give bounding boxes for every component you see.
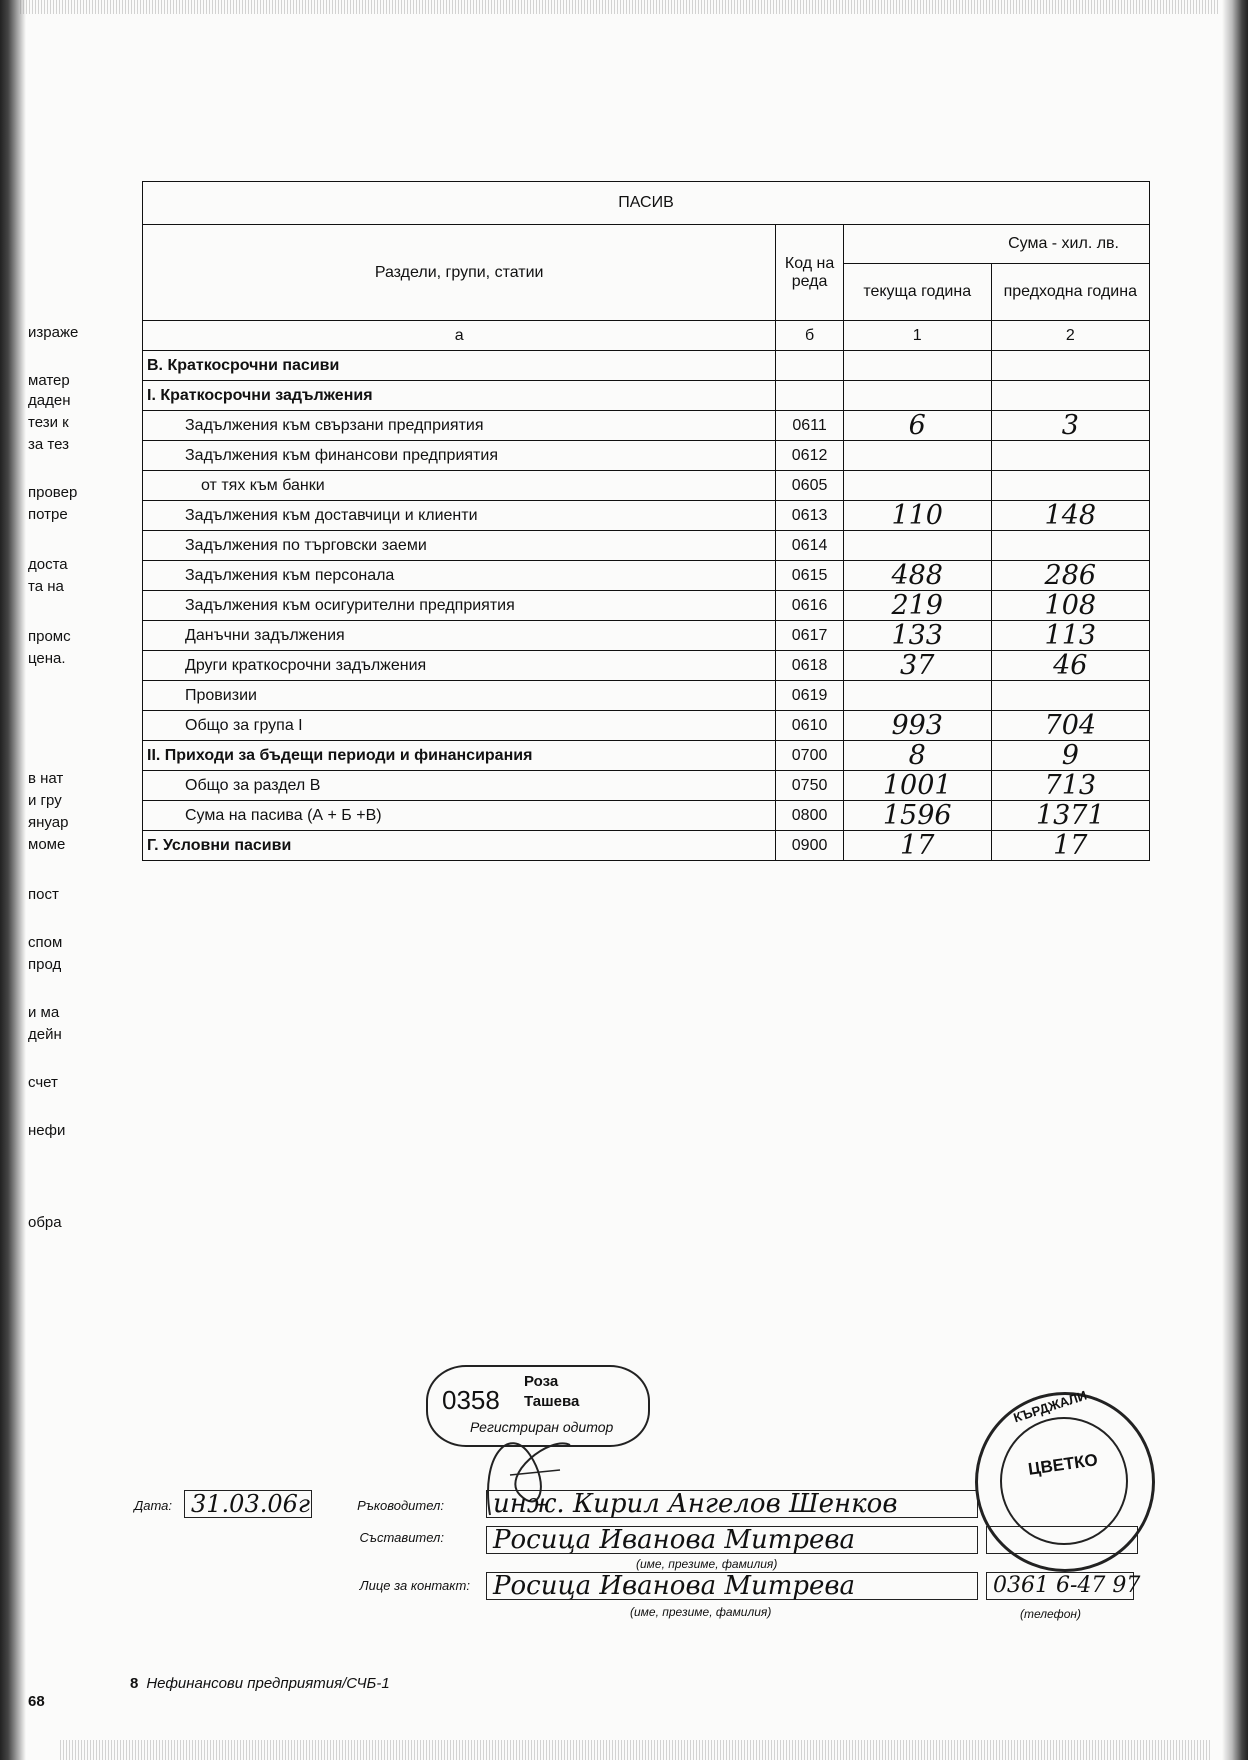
date-field: 31.03.06г bbox=[184, 1490, 312, 1518]
table-row bbox=[143, 621, 1150, 651]
row-name: Задължения по търговски заеми bbox=[143, 531, 776, 561]
row-code: 0700 bbox=[776, 741, 844, 771]
row-previous-value bbox=[991, 351, 1149, 381]
margin-word: януар bbox=[28, 814, 69, 831]
table-row bbox=[143, 351, 1150, 381]
table-row bbox=[143, 441, 1150, 471]
phone-caption: (телефон) bbox=[1020, 1607, 1082, 1621]
table-row bbox=[143, 531, 1150, 561]
column-header-name: Раздели, групи, статии bbox=[143, 225, 776, 321]
compiler-field: Росица Иванова Митрева bbox=[486, 1526, 978, 1554]
row-previous-value: 713 bbox=[991, 771, 1149, 801]
auditor-stamp-title: Регистриран одитор bbox=[470, 1419, 614, 1435]
row-current-value bbox=[843, 681, 991, 711]
margin-word: спом bbox=[28, 934, 63, 951]
row-name: Общо за група I bbox=[143, 711, 776, 741]
row-previous-value: 113 bbox=[991, 621, 1149, 651]
margin-word: в нат bbox=[28, 770, 64, 787]
row-previous-value bbox=[991, 681, 1149, 711]
row-current-value: 37 bbox=[843, 651, 991, 681]
margin-word: и гру bbox=[28, 792, 62, 809]
row-previous-value: 286 bbox=[991, 561, 1149, 591]
table-row bbox=[143, 381, 1150, 411]
contact-name-caption: (име, презиме, фамилия) bbox=[630, 1605, 772, 1619]
margin-page-number: 68 bbox=[28, 1693, 45, 1710]
row-name: I. Краткосрочни задължения bbox=[143, 381, 776, 411]
column-index: б bbox=[776, 321, 844, 351]
row-code: 0611 bbox=[776, 411, 844, 441]
row-name: Задължения към свързани предприятия bbox=[143, 411, 776, 441]
scan-left-edge bbox=[0, 0, 26, 1760]
row-current-value bbox=[843, 531, 991, 561]
liabilities-table bbox=[142, 181, 1150, 861]
footer-page-number: 8 bbox=[130, 1675, 139, 1692]
table-title: ПАСИВ bbox=[143, 182, 1150, 225]
row-code: 0610 bbox=[776, 711, 844, 741]
row-name: Сума на пасива (А + Б +В) bbox=[143, 801, 776, 831]
manager-label: Ръководител: bbox=[357, 1498, 444, 1513]
margin-word: даден bbox=[28, 392, 71, 409]
auditor-stamp-first-name: Роза bbox=[524, 1373, 559, 1390]
row-previous-value: 3 bbox=[991, 411, 1149, 441]
row-name: Данъчни задължения bbox=[143, 621, 776, 651]
row-current-value bbox=[843, 381, 991, 411]
table-row bbox=[143, 711, 1150, 741]
row-name: Г. Условни пасиви bbox=[143, 831, 776, 861]
table-row bbox=[143, 471, 1150, 501]
margin-word: дейн bbox=[28, 1026, 62, 1043]
row-code bbox=[776, 381, 844, 411]
column-index: а bbox=[143, 321, 776, 351]
scan-top-noise bbox=[20, 0, 1220, 14]
margin-word: нефи bbox=[28, 1122, 66, 1139]
table-row bbox=[143, 771, 1150, 801]
date-label: Дата: bbox=[134, 1498, 172, 1513]
column-header-code: Код на реда bbox=[776, 225, 844, 321]
margin-word: доста bbox=[28, 556, 68, 573]
phone-field: 0361 6-47 97 bbox=[986, 1572, 1134, 1600]
row-name: II. Приходи за бъдещи периоди и финансирания bbox=[143, 741, 776, 771]
column-header-current-year: текуща година bbox=[843, 264, 991, 321]
row-previous-value bbox=[991, 471, 1149, 501]
margin-word: промс bbox=[28, 628, 71, 645]
column-header-sum: Сума - хил. лв. bbox=[843, 225, 1149, 264]
page-footer bbox=[130, 1675, 390, 1692]
row-current-value: 219 bbox=[843, 591, 991, 621]
column-index: 1 bbox=[843, 321, 991, 351]
row-name: от тях към банки bbox=[143, 471, 776, 501]
row-name: Провизии bbox=[143, 681, 776, 711]
scan-right-edge bbox=[1222, 0, 1248, 1760]
row-current-value: 17 bbox=[843, 831, 991, 861]
row-code: 0619 bbox=[776, 681, 844, 711]
manager-field: инж. Кирил Ангелов Шенков bbox=[486, 1490, 978, 1518]
row-current-value bbox=[843, 351, 991, 381]
row-previous-value: 46 bbox=[991, 651, 1149, 681]
row-current-value: 993 bbox=[843, 711, 991, 741]
scan-bottom-noise bbox=[60, 1740, 1210, 1760]
row-code: 0605 bbox=[776, 471, 844, 501]
margin-word: матер bbox=[28, 372, 70, 389]
row-code: 0617 bbox=[776, 621, 844, 651]
row-code bbox=[776, 351, 844, 381]
margin-word: моме bbox=[28, 836, 66, 853]
company-stamp-center-text: ЦВЕТКО bbox=[1026, 1450, 1099, 1479]
column-header-previous-year: предходна година bbox=[991, 264, 1149, 321]
table-row bbox=[143, 831, 1150, 861]
row-previous-value bbox=[991, 441, 1149, 471]
row-current-value: 488 bbox=[843, 561, 991, 591]
margin-word: тези к bbox=[28, 414, 69, 431]
contact-label: Лице за контакт: bbox=[359, 1578, 470, 1593]
row-current-value bbox=[843, 441, 991, 471]
row-code: 0612 bbox=[776, 441, 844, 471]
margin-word: обра bbox=[28, 1214, 62, 1231]
margin-word: счет bbox=[28, 1074, 58, 1091]
row-current-value: 1001 bbox=[843, 771, 991, 801]
table-row bbox=[143, 681, 1150, 711]
row-previous-value: 704 bbox=[991, 711, 1149, 741]
column-index-row bbox=[143, 321, 1150, 351]
auditor-stamp-last-name: Ташева bbox=[524, 1393, 580, 1410]
row-name: Други краткосрочни задължения bbox=[143, 651, 776, 681]
row-name: В. Краткосрочни пасиви bbox=[143, 351, 776, 381]
table-row bbox=[143, 591, 1150, 621]
row-current-value: 133 bbox=[843, 621, 991, 651]
row-code: 0618 bbox=[776, 651, 844, 681]
row-name: Задължения към доставчици и клиенти bbox=[143, 501, 776, 531]
row-previous-value: 9 bbox=[991, 741, 1149, 771]
row-code: 0750 bbox=[776, 771, 844, 801]
row-current-value bbox=[843, 471, 991, 501]
margin-word: провер bbox=[28, 484, 78, 501]
row-current-value: 6 bbox=[843, 411, 991, 441]
footer-title: Нефинансови предприятия/СЧБ-1 bbox=[146, 1675, 390, 1692]
margin-word: за тез bbox=[28, 436, 69, 453]
row-current-value: 110 bbox=[843, 501, 991, 531]
margin-word: та на bbox=[28, 578, 64, 595]
margin-word: потре bbox=[28, 506, 68, 523]
row-code: 0616 bbox=[776, 591, 844, 621]
contact-field: Росица Иванова Митрева bbox=[486, 1572, 978, 1600]
row-previous-value bbox=[991, 381, 1149, 411]
auditor-stamp-number: 0358 bbox=[442, 1385, 500, 1415]
company-stamp-top-text: КЪРДЖАЛИ bbox=[1011, 1387, 1089, 1426]
row-code: 0614 bbox=[776, 531, 844, 561]
table-row bbox=[143, 561, 1150, 591]
table-row bbox=[143, 741, 1150, 771]
row-code: 0615 bbox=[776, 561, 844, 591]
row-name: Задължения към осигурителни предприятия bbox=[143, 591, 776, 621]
row-code: 0900 bbox=[776, 831, 844, 861]
row-previous-value: 17 bbox=[991, 831, 1149, 861]
row-name: Задължения към финансови предприятия bbox=[143, 441, 776, 471]
row-previous-value: 1371 bbox=[991, 801, 1149, 831]
compiler-signature-box bbox=[986, 1526, 1138, 1554]
margin-word: израже bbox=[28, 324, 79, 341]
margin-word: пост bbox=[28, 886, 59, 903]
row-previous-value bbox=[991, 531, 1149, 561]
row-current-value: 1596 bbox=[843, 801, 991, 831]
margin-bleed-text bbox=[28, 0, 88, 1760]
row-name: Задължения към персонала bbox=[143, 561, 776, 591]
compiler-label: Съставител: bbox=[359, 1530, 444, 1545]
row-previous-value: 148 bbox=[991, 501, 1149, 531]
margin-word: и ма bbox=[28, 1004, 60, 1021]
compiler-name-caption: (име, презиме, фамилия) bbox=[636, 1557, 778, 1571]
table-row bbox=[143, 651, 1150, 681]
row-previous-value: 108 bbox=[991, 591, 1149, 621]
row-code: 0613 bbox=[776, 501, 844, 531]
column-index: 2 bbox=[991, 321, 1149, 351]
margin-word: прод bbox=[28, 956, 62, 973]
table-row bbox=[143, 501, 1150, 531]
row-current-value: 8 bbox=[843, 741, 991, 771]
table-row bbox=[143, 411, 1150, 441]
margin-word: цена. bbox=[28, 650, 66, 667]
row-code: 0800 bbox=[776, 801, 844, 831]
row-name: Общо за раздел В bbox=[143, 771, 776, 801]
table-row bbox=[143, 801, 1150, 831]
